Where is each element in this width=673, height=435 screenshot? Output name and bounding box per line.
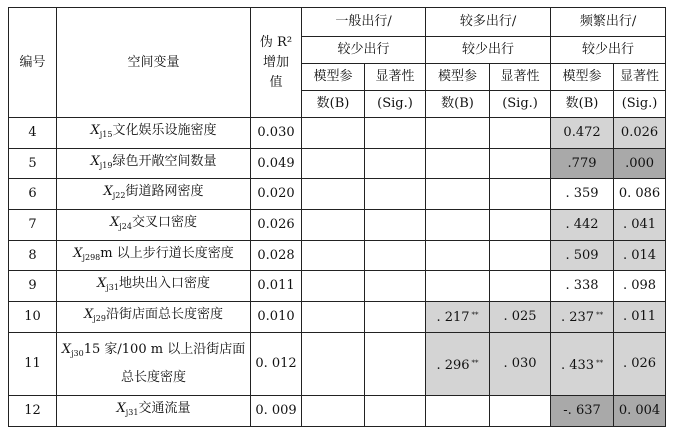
g1-coef <box>302 240 365 271</box>
header-g3-sig-line1: 显著性 <box>614 64 666 91</box>
header-g2-sig-line2: (Sig.) <box>490 91 551 118</box>
row-id: 7 <box>9 210 57 241</box>
g3-coef: . 442 <box>551 210 614 241</box>
g3-coef: .779 <box>551 148 614 179</box>
table-row <box>9 332 666 395</box>
g2-sig <box>490 210 551 241</box>
g1-sig <box>365 240 426 271</box>
g1-sig <box>365 118 426 149</box>
row-variable: $X_{j30}15$ 家/100 m 以上沿街店面总长度密度 <box>57 332 251 395</box>
header-g1-sig-line1: 显著性 <box>365 64 426 91</box>
g2-coef <box>426 396 490 427</box>
g2-sig <box>490 271 551 302</box>
g3-sig: 0. 004 <box>614 396 666 427</box>
header-group3-line1: 频繁出行/ <box>551 8 666 37</box>
row-r2: 0. 009 <box>251 396 302 427</box>
g3-coef: 0.472 <box>551 118 614 149</box>
header-g1-coef-line2: 数(B) <box>302 91 365 118</box>
g2-sig: . 025 <box>490 302 551 333</box>
g1-sig <box>365 332 426 395</box>
g3-coef: . 433 ** <box>551 332 614 395</box>
table-row <box>9 210 666 241</box>
row-id: 6 <box>9 179 57 210</box>
table-row <box>9 302 666 333</box>
header-g3-coef-line1: 模型参 <box>551 64 614 91</box>
g2-coef: . 217 ** <box>426 302 490 333</box>
header-variable: 空间变量 <box>57 8 251 118</box>
row-variable: $X_{j31}$地块出入口密度 <box>57 271 251 302</box>
g2-sig <box>490 240 551 271</box>
table-row <box>9 240 666 271</box>
g3-coef: -. 637 <box>551 396 614 427</box>
regression-table <box>8 7 666 427</box>
header-g2-sig-line1: 显著性 <box>490 64 551 91</box>
g1-coef <box>302 302 365 333</box>
row-variable: $X_{j29}$沿街店面总长度密度 <box>57 302 251 333</box>
g3-coef: . 237 ** <box>551 302 614 333</box>
row-r2: 0. 012 <box>251 332 302 395</box>
row-variable: $X_{j31}$交通流量 <box>57 396 251 427</box>
header-g1-coef-line1: 模型参 <box>302 64 365 91</box>
table-row <box>9 118 666 149</box>
g1-coef <box>302 271 365 302</box>
g2-coef <box>426 179 490 210</box>
g3-sig: . 041 <box>614 210 666 241</box>
g1-coef <box>302 332 365 395</box>
row-r2: 0.026 <box>251 210 302 241</box>
g1-sig <box>365 148 426 179</box>
row-variable: $X_{j22}$街道路网密度 <box>57 179 251 210</box>
g2-coef <box>426 271 490 302</box>
header-r2 <box>251 8 302 118</box>
header-group1-line2: 较少出行 <box>302 37 426 64</box>
row-r2: 0.011 <box>251 271 302 302</box>
g2-sig <box>490 148 551 179</box>
g3-sig: 0.026 <box>614 118 666 149</box>
g3-coef: . 359 <box>551 179 614 210</box>
row-variable: $X_{j298}m$ 以上步行道长度密度 <box>57 240 251 271</box>
row-id: 8 <box>9 240 57 271</box>
g3-sig: . 026 <box>614 332 666 395</box>
row-r2: 0.030 <box>251 118 302 149</box>
table-row <box>9 396 666 427</box>
header-r2-line1: 伪 R² <box>259 34 293 50</box>
g2-sig <box>490 179 551 210</box>
header-g3-sig-line2: (Sig.) <box>614 91 666 118</box>
g2-sig <box>490 396 551 427</box>
header-id: 编号 <box>9 8 57 118</box>
g1-coef <box>302 118 365 149</box>
g2-coef <box>426 240 490 271</box>
row-r2: 0.028 <box>251 240 302 271</box>
g2-coef <box>426 118 490 149</box>
header-r2-line3: 值 <box>269 74 283 90</box>
row-id: 4 <box>9 118 57 149</box>
row-id: 12 <box>9 396 57 427</box>
g1-sig <box>365 396 426 427</box>
row-id: 5 <box>9 148 57 179</box>
row-variable: $X_{j19}$绿色开敞空间数量 <box>57 148 251 179</box>
header-g2-coef-line1: 模型参 <box>426 64 490 91</box>
header-group2-line2: 较少出行 <box>426 37 551 64</box>
header-r2-line2: 增加 <box>262 54 289 70</box>
g3-coef: . 338 <box>551 271 614 302</box>
g1-sig <box>365 210 426 241</box>
header-g1-sig-line2: (Sig.) <box>365 91 426 118</box>
g2-coef <box>426 210 490 241</box>
row-variable: $X_{j24}$交叉口密度 <box>57 210 251 241</box>
g1-coef <box>302 148 365 179</box>
g2-sig: . 030 <box>490 332 551 395</box>
g3-sig: . 098 <box>614 271 666 302</box>
g1-coef <box>302 396 365 427</box>
header-g2-coef-line2: 数(B) <box>426 91 490 118</box>
g1-coef <box>302 179 365 210</box>
g2-coef <box>426 148 490 179</box>
header-g3-coef-line2: 数(B) <box>551 91 614 118</box>
significance-stars: ** <box>471 311 479 320</box>
table-row <box>9 179 666 210</box>
g3-sig: . 011 <box>614 302 666 333</box>
header-group2-line1: 较多出行/ <box>426 8 551 37</box>
g3-sig: . 014 <box>614 240 666 271</box>
table-row <box>9 148 666 179</box>
row-id: 9 <box>9 271 57 302</box>
row-id: 11 <box>9 332 57 395</box>
row-variable: $X_{j15}$文化娱乐设施密度 <box>57 118 251 149</box>
significance-stars: ** <box>596 358 604 367</box>
header-group1-line1: 一般出行/ <box>302 8 426 37</box>
significance-stars: ** <box>471 358 479 367</box>
g1-coef <box>302 210 365 241</box>
row-id: 10 <box>9 302 57 333</box>
g2-coef: . 296 ** <box>426 332 490 395</box>
header-group3-line2: 较少出行 <box>551 37 666 64</box>
g1-sig <box>365 271 426 302</box>
row-r2: 0.010 <box>251 302 302 333</box>
g2-sig <box>490 118 551 149</box>
row-r2: 0.020 <box>251 179 302 210</box>
g3-coef: . 509 <box>551 240 614 271</box>
table-row <box>9 271 666 302</box>
g1-sig <box>365 179 426 210</box>
g3-sig: 0. 086 <box>614 179 666 210</box>
g3-sig: .000 <box>614 148 666 179</box>
g1-sig <box>365 302 426 333</box>
row-r2: 0.049 <box>251 148 302 179</box>
significance-stars: ** <box>596 311 604 320</box>
